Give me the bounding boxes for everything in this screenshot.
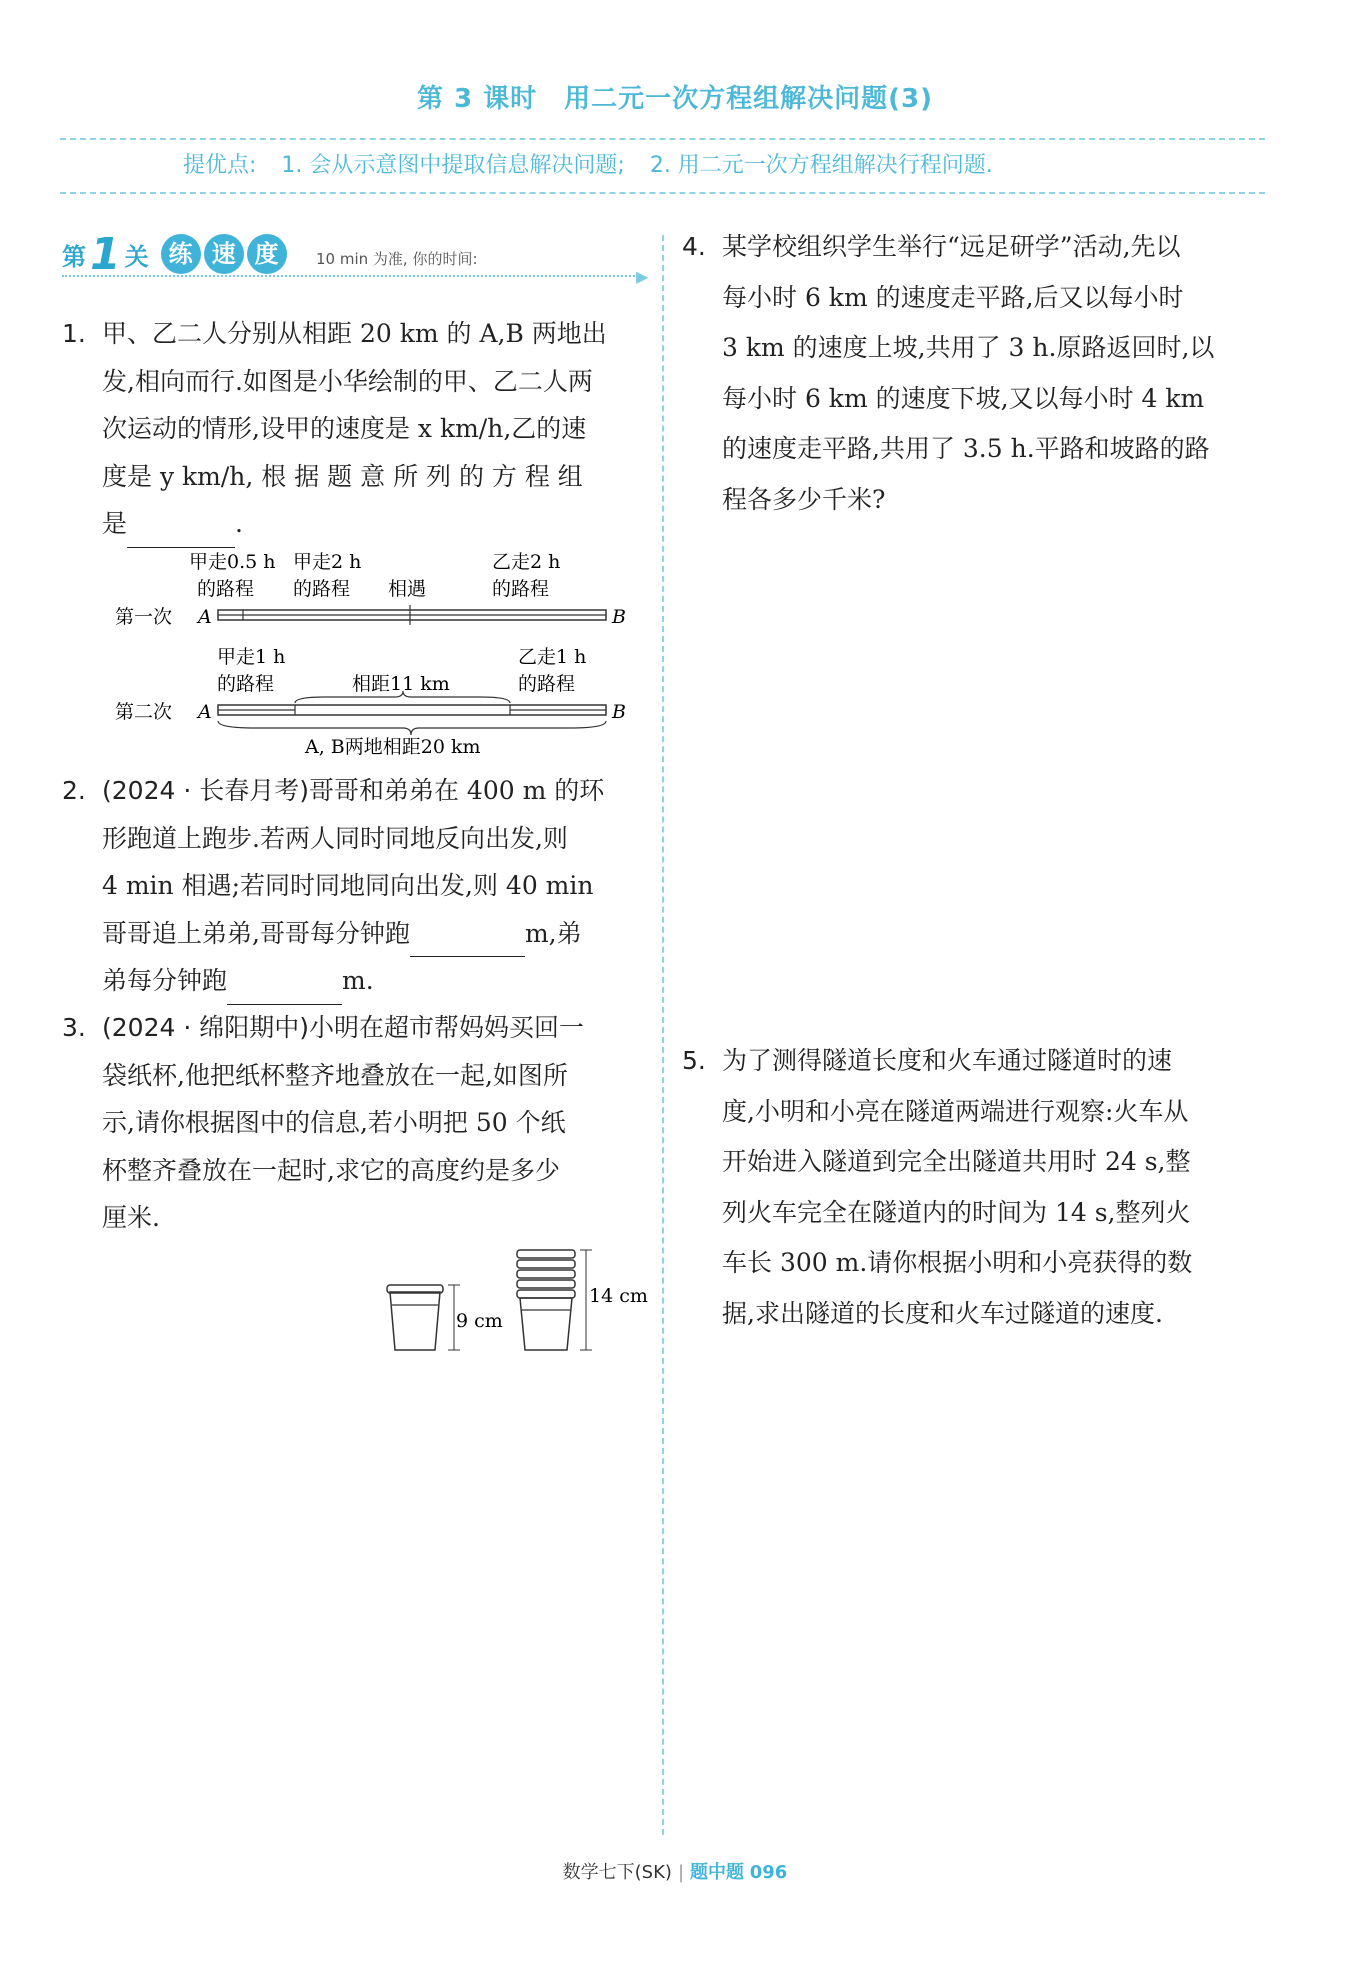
q5-line: 开始进入隧道到完全出隧道共用时 24 s,整 bbox=[722, 1147, 1191, 1176]
diagram-bottom-label: A, B两地相距20 km bbox=[305, 736, 481, 758]
stacked-cups-icon bbox=[520, 1298, 572, 1350]
answer-blank-q2-younger[interactable] bbox=[227, 974, 342, 1005]
footer-brand: 题中题 bbox=[690, 1862, 745, 1883]
diagram-point-b1: B bbox=[612, 606, 626, 628]
q2-line: m. bbox=[342, 966, 374, 995]
stack-rim-icon bbox=[517, 1280, 575, 1288]
cup-height-small: 9 cm bbox=[456, 1310, 503, 1332]
stack-rim-icon bbox=[517, 1260, 575, 1268]
answer-blank-q2-brother[interactable] bbox=[410, 926, 525, 957]
question-4 bbox=[722, 222, 1262, 525]
header-divider-top bbox=[60, 138, 1265, 140]
q4-line: 每小时 6 km 的速度下坡,又以每小时 4 km bbox=[722, 383, 1205, 413]
level-char-1: 练 bbox=[161, 234, 201, 274]
q2-line: 4 min 相遇;若同时同地同向出发,则 40 min bbox=[102, 871, 594, 900]
diagram-t4a: 乙走2 h bbox=[492, 551, 561, 573]
q4-number: 4. bbox=[682, 232, 706, 261]
q2-line: m,弟 bbox=[524, 918, 582, 948]
q5-line: 度,小明和小亮在隧道两端进行观察:火车从 bbox=[722, 1096, 1189, 1126]
question-2 bbox=[102, 767, 642, 1005]
diagram-brace-top bbox=[295, 691, 510, 703]
cups-figure bbox=[380, 1245, 650, 1360]
diagram-s1b: 的路程 bbox=[217, 673, 275, 695]
level-suffix: 关 bbox=[124, 242, 149, 271]
q4-line: 程各多少千米? bbox=[722, 484, 886, 514]
q5-line: 列火车完全在隧道内的时间为 14 s,整列火 bbox=[722, 1197, 1191, 1227]
q1-number: 1. bbox=[62, 319, 86, 348]
q1-line: 次运动的情形,设甲的速度是 x km/h,乙的速 bbox=[102, 414, 587, 443]
diagram-s2: 相距11 km bbox=[352, 673, 450, 695]
time-note: 10 min 为准, 你的时间: bbox=[316, 250, 478, 268]
q4-line: 每小时 6 km 的速度走平路,后又以每小时 bbox=[722, 282, 1184, 312]
stack-rim-icon bbox=[517, 1250, 575, 1258]
tip-item-2: 2. 用二元一次方程组解决行程问题. bbox=[649, 153, 993, 178]
diagram-t3: 相遇 bbox=[388, 578, 427, 600]
cup-height-big: 14 cm bbox=[589, 1285, 648, 1307]
tip-line bbox=[183, 148, 1011, 179]
q5-number: 5. bbox=[682, 1046, 706, 1075]
diagram-brace-bottom bbox=[218, 721, 606, 735]
q1-line-end: . bbox=[235, 509, 243, 538]
q2-line: 哥哥追上弟弟,哥哥每分钟跑 bbox=[102, 918, 410, 948]
q3-line: 杯整齐叠放在一起时,求它的高度约是多少 bbox=[102, 1155, 560, 1185]
q2-line: 弟每分钟跑 bbox=[102, 966, 228, 995]
level-number: 1 bbox=[90, 228, 121, 280]
q5-line: 为了测得隧道长度和火车通过隧道时的速 bbox=[722, 1046, 1173, 1075]
page-number: 096 bbox=[749, 1862, 788, 1883]
travel-diagram bbox=[105, 545, 645, 765]
q1-line: 是 bbox=[102, 509, 128, 538]
diagram-first-label: 第一次 bbox=[115, 606, 173, 628]
diagram-s1a: 甲走1 h bbox=[217, 646, 286, 668]
stack-rim-icon bbox=[517, 1290, 575, 1298]
question-3 bbox=[102, 1004, 642, 1242]
page-footer bbox=[0, 1858, 1350, 1884]
q3-line: 小明在超市帮妈妈买回一 bbox=[308, 1013, 584, 1042]
q4-line: 某学校组织学生举行“远足研学”活动,先以 bbox=[722, 232, 1181, 261]
level-char-2: 速 bbox=[204, 234, 244, 274]
arrow-right-icon: ▶ bbox=[636, 267, 649, 286]
q1-line: 度是 y km/h, 根 据 题 意 所 列 的 方 程 组 bbox=[102, 461, 583, 491]
footer-separator: | bbox=[677, 1862, 685, 1883]
q4-line: 的速度走平路,共用了 3.5 h.平路和坡路的路 bbox=[722, 434, 1210, 463]
tip-item-1: 1. 会从示意图中提取信息解决问题; bbox=[281, 153, 625, 178]
q3-line: 袋纸杯,他把纸杯整齐地叠放在一起,如图所 bbox=[102, 1060, 568, 1090]
question-5 bbox=[722, 1036, 1262, 1339]
q1-line: 甲、乙二人分别从相距 20 km 的 A,B 两地出 bbox=[102, 319, 607, 348]
diagram-t4b: 的路程 bbox=[492, 578, 550, 600]
q2-line: 哥哥和弟弟在 400 m 的环 bbox=[308, 776, 605, 805]
diagram-s3a: 乙走1 h bbox=[518, 646, 587, 668]
diagram-t1b: 的路程 bbox=[197, 578, 255, 600]
q3-number: 3. bbox=[62, 1013, 86, 1042]
q2-source: (2024 · 长春月考) bbox=[102, 776, 309, 805]
diagram-point-b2: B bbox=[612, 701, 626, 723]
q5-line: 据,求出隧道的长度和火车过隧道的速度. bbox=[722, 1298, 1163, 1328]
diagram-t2a: 甲走2 h bbox=[293, 551, 362, 573]
q1-line: 发,相向而行.如图是小华绘制的甲、乙二人两 bbox=[102, 366, 593, 396]
level-char-3: 度 bbox=[247, 234, 287, 274]
q3-source: (2024 · 绵阳期中) bbox=[102, 1013, 309, 1042]
level-badge bbox=[62, 228, 290, 280]
header-divider-bottom bbox=[60, 192, 1265, 194]
diagram-point-a2: A bbox=[198, 701, 212, 723]
level-prefix: 第 bbox=[62, 242, 86, 271]
answer-blank-q1[interactable] bbox=[127, 517, 235, 548]
q3-line: 示,请你根据图中的信息,若小明把 50 个纸 bbox=[102, 1108, 566, 1137]
q2-number: 2. bbox=[62, 776, 86, 805]
diagram-point-a1: A bbox=[198, 606, 212, 628]
q2-line: 形跑道上跑步.若两人同时同地反向出发,则 bbox=[102, 823, 568, 853]
tip-label: 提优点: bbox=[183, 153, 257, 178]
diagram-second-label: 第二次 bbox=[115, 701, 173, 723]
diagram-t2b: 的路程 bbox=[293, 578, 351, 600]
stack-rim-icon bbox=[517, 1270, 575, 1278]
question-1 bbox=[102, 310, 642, 548]
level-underline bbox=[62, 275, 642, 277]
q4-line: 3 km 的速度上坡,共用了 3 h.原路返回时,以 bbox=[722, 333, 1215, 362]
diagram-t1a: 甲走0.5 h bbox=[189, 551, 276, 573]
column-divider bbox=[662, 235, 664, 1835]
q3-line: 厘米. bbox=[102, 1203, 160, 1232]
q5-line: 车长 300 m.请你根据小明和小亮获得的数 bbox=[722, 1248, 1193, 1277]
lesson-title: 第 3 课时 用二元一次方程组解决问题(3) bbox=[416, 84, 934, 114]
footer-book: 数学七下(SK) bbox=[562, 1862, 672, 1883]
diagram-s3b: 的路程 bbox=[518, 673, 576, 695]
cup-icon bbox=[390, 1292, 440, 1350]
